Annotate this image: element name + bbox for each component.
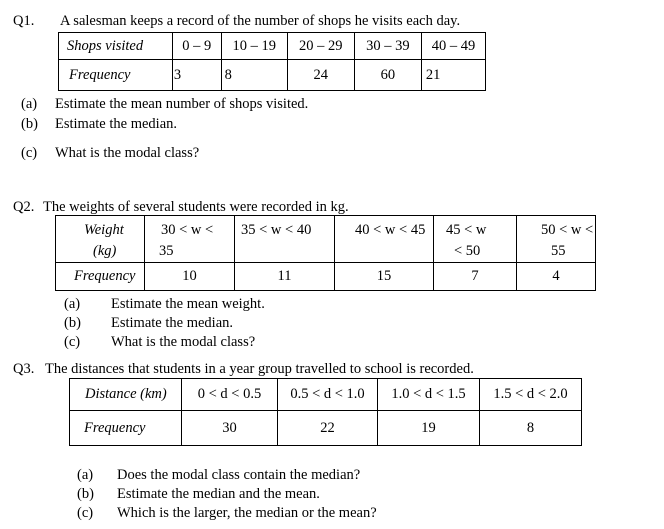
q1-class-cell: 10 – 19 bbox=[221, 33, 287, 60]
q3-question: The distances that students in a year group travelled to school is recorded. bbox=[45, 361, 474, 377]
q2-part-b-letter: (b) bbox=[64, 315, 81, 331]
q1-table bbox=[58, 32, 486, 91]
q2-class-line1: 50 < w < bbox=[541, 222, 594, 238]
q3-part-c-letter: (c) bbox=[77, 505, 94, 521]
q2-class-cell bbox=[145, 216, 235, 263]
q2-class-line1: 30 < w < bbox=[161, 222, 214, 238]
q1-part-a-text: Estimate the mean number of shops visited. bbox=[55, 96, 309, 112]
q2-class-line2: < 50 bbox=[454, 243, 481, 259]
q1-number: Q1. bbox=[13, 13, 35, 29]
q1-class-cell: 0 – 9 bbox=[172, 33, 221, 60]
q2-part-a-letter: (a) bbox=[64, 296, 81, 312]
q1-classes-row bbox=[59, 33, 486, 60]
q1-frequency-cell: 24 bbox=[287, 60, 354, 91]
q1-part-b-letter: (b) bbox=[21, 116, 38, 132]
q2-weight-label: Weight bbox=[84, 222, 124, 238]
q1-part-c-text: What is the modal class? bbox=[55, 145, 200, 161]
q3-class-cell: 0 < d < 0.5 bbox=[182, 379, 278, 411]
q1-row-label-frequency: Frequency bbox=[59, 60, 173, 91]
q1-part-a-letter: (a) bbox=[21, 96, 38, 112]
q3-frequency-cell: 19 bbox=[378, 411, 480, 446]
q1-class-cell: 20 – 29 bbox=[287, 33, 354, 60]
q3-classes-row bbox=[70, 379, 582, 411]
q3-class-cell: 0.5 < d < 1.0 bbox=[278, 379, 378, 411]
q2-class-line2: 55 bbox=[551, 243, 566, 259]
q3-frequency-row bbox=[70, 411, 582, 446]
q3-part-b-text: Estimate the median and the mean. bbox=[117, 486, 320, 502]
q2-table bbox=[55, 215, 596, 291]
q1-part-c-letter: (c) bbox=[21, 145, 38, 161]
q2-question: The weights of several students were recorded in kg. bbox=[43, 199, 349, 215]
q2-frequency-cell: 4 bbox=[517, 263, 596, 291]
q2-class-cell bbox=[517, 216, 596, 263]
q2-class-line1: 45 < w bbox=[446, 222, 487, 238]
q2-class-cell bbox=[335, 216, 434, 263]
q3-row-label-frequency: Frequency bbox=[70, 411, 182, 446]
q1-frequency-cell: 60 bbox=[354, 60, 421, 91]
q3-frequency-cell: 22 bbox=[278, 411, 378, 446]
q3-number: Q3. bbox=[13, 361, 35, 377]
q2-frequency-row bbox=[56, 263, 596, 291]
q2-row-label-frequency: Frequency bbox=[56, 263, 145, 291]
q1-frequency-cell: 3 bbox=[172, 60, 221, 91]
q1-frequency-cell: 8 bbox=[221, 60, 287, 91]
q3-row-label-distance: Distance (km) bbox=[70, 379, 182, 411]
q1-question: A salesman keeps a record of the number of shops he visits each day. bbox=[60, 13, 461, 29]
q2-classes-row bbox=[56, 216, 596, 263]
q3-part-b-letter: (b) bbox=[77, 486, 94, 502]
q1-class-cell: 40 – 49 bbox=[421, 33, 485, 60]
q2-part-c-text: What is the modal class? bbox=[111, 334, 256, 350]
q2-frequency-cell: 15 bbox=[335, 263, 434, 291]
q2-frequency-cell: 7 bbox=[434, 263, 517, 291]
q2-class-line2: 35 bbox=[159, 243, 174, 259]
q2-weight-unit: (kg) bbox=[93, 243, 117, 259]
q1-class-cell: 30 – 39 bbox=[354, 33, 421, 60]
q3-frequency-cell: 8 bbox=[480, 411, 582, 446]
q2-part-c-letter: (c) bbox=[64, 334, 81, 350]
q2-part-a-text: Estimate the mean weight. bbox=[111, 296, 265, 312]
q1-row-label-shops: Shops visited bbox=[59, 33, 173, 60]
q2-class-line1: 35 < w < 40 bbox=[241, 222, 312, 238]
q1-frequency-cell: 21 bbox=[421, 60, 485, 91]
q2-class-line1: 40 < w < 45 bbox=[355, 222, 426, 238]
q2-frequency-cell: 11 bbox=[235, 263, 335, 291]
q2-part-b-text: Estimate the median. bbox=[111, 315, 234, 331]
q2-number: Q2. bbox=[13, 199, 35, 215]
q2-class-cell bbox=[235, 216, 335, 263]
q2-class-cell bbox=[434, 216, 517, 263]
q3-table bbox=[69, 378, 582, 446]
q1-part-b-text: Estimate the median. bbox=[55, 116, 178, 132]
q1-frequency-row bbox=[59, 60, 486, 91]
q3-class-cell: 1.0 < d < 1.5 bbox=[378, 379, 480, 411]
q3-frequency-cell: 30 bbox=[182, 411, 278, 446]
q3-part-a-letter: (a) bbox=[77, 467, 94, 483]
q3-part-a-text: Does the modal class contain the median? bbox=[117, 467, 361, 483]
q2-row-label-weight bbox=[56, 216, 145, 263]
q2-frequency-cell: 10 bbox=[145, 263, 235, 291]
q3-part-c-text: Which is the larger, the median or the mean? bbox=[117, 505, 377, 521]
q3-class-cell: 1.5 < d < 2.0 bbox=[480, 379, 582, 411]
